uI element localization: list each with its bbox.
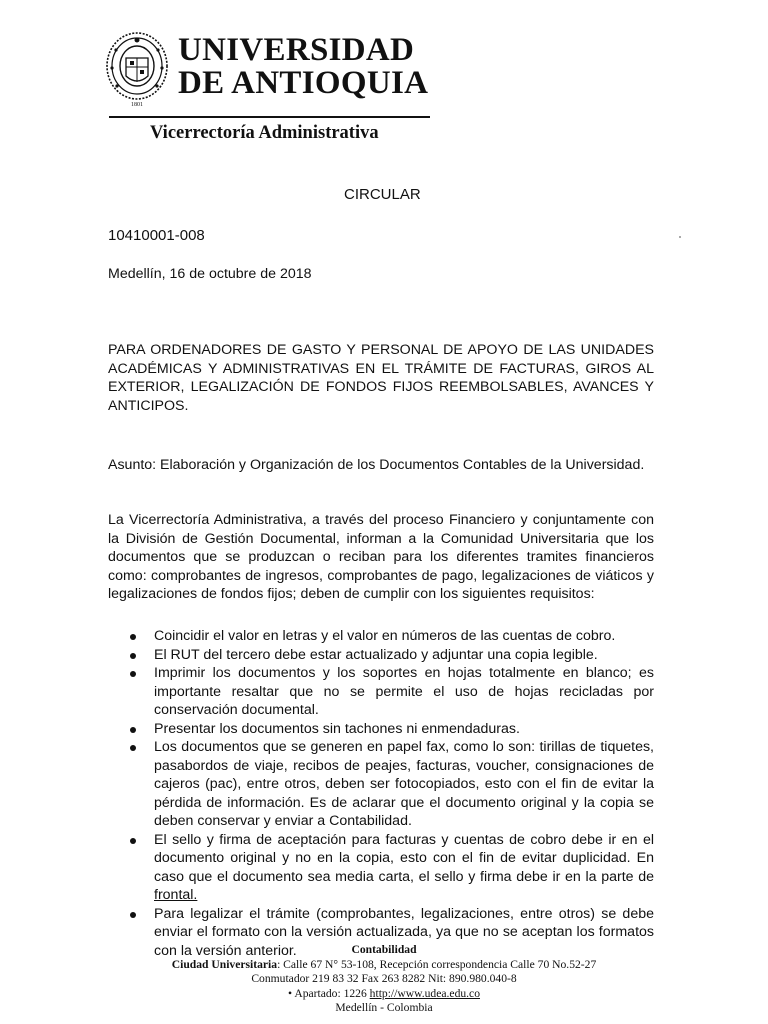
- svg-text:1801: 1801: [131, 102, 143, 108]
- bullet-icon: [130, 838, 136, 844]
- footer-phones: Conmutador 219 83 32 Fax 263 8282 Nit: 890.980.040-8: [251, 972, 517, 985]
- bullet-icon: [130, 653, 136, 659]
- list-item: Para legalizar el trámite (comprobantes, legalizaciones, entre otros) se debe enviar el formato con la versión actualizada, ya que no se aceptan los formatos con la versión anterior.: [108, 905, 654, 961]
- bullet-icon: [130, 745, 136, 751]
- list-item: El RUT del tercero debe estar actualizado y adjuntar una copia legible.: [108, 646, 654, 665]
- footer-apartado: • Apartado: 1226 http://www.udea.edu.co: [288, 986, 480, 1000]
- intro-paragraph: La Vicerrectoría Administrativa, a través del proceso Financiero y conjuntamente con la División de Gestión Documental, informan a la Comunidad Universitaria que los documentos que se produzcan o reciban para los diferentes tramites financieros como: comprobantes de ingresos, comprobantes de pago, legalizaciones de viáticos y legalizaciones de fondos fijos; deben de cumplir con los siguientes requisitos:: [108, 512, 654, 602]
- requirements-list: [108, 627, 654, 960]
- bullet-icon: [130, 671, 136, 677]
- bullet-icon: [130, 634, 136, 640]
- scan-speck: [679, 236, 681, 238]
- letterhead-footer: [100, 943, 668, 1016]
- recipients-paragraph: PARA ORDENADORES DE GASTO Y PERSONAL DE APOYO DE LAS UNIDADES ACADÉMICAS Y ADMINISTRATIVAS EN EL TRÁMITE DE FACTURAS, GIROS AL EXTERIOR, LEGALIZACIÓN DE FONDOS FIJOS REEMBOLSABLES, AVANCES Y ANTICIPOS.: [108, 342, 654, 414]
- subject-line: Asunto: Elaboración y Organización de los Documentos Contables de la Universidad.: [108, 457, 645, 473]
- document-type: CIRCULAR: [344, 186, 421, 203]
- list-item: Los documentos que se generen en papel fax, como lo son: tirillas de tiquetes, pasabordos de viaje, recibos de peajes, facturas, voucher, consignaciones de cajeros (pac), entre otros, deben ser fotocopiados, esto con el fin de evitar la pérdida de información. Es de aclarar que el documento original y la copia se deben conservar y enviar a Contabilidad.: [108, 738, 654, 831]
- document-date: Medellín, 16 de octubre de 2018: [108, 266, 312, 282]
- header-divider: [109, 116, 430, 118]
- circular-number: 10410001-008: [108, 227, 205, 244]
- footer-unit: Contabilidad: [351, 943, 417, 956]
- footer-city: Medellín - Colombia: [335, 1001, 433, 1014]
- university-name: [178, 34, 428, 100]
- list-item: Coincidir el valor en letras y el valor en números de las cuentas de cobro.: [108, 627, 654, 646]
- department-name: Vicerrectoría Administrativa: [150, 123, 379, 143]
- bullet-icon: [130, 912, 136, 918]
- university-name-line1: UNIVERSIDAD: [178, 32, 415, 68]
- underlined-word: frontal.: [154, 887, 198, 903]
- bullet-icon: [130, 727, 136, 733]
- list-item: Imprimir los documentos y los soportes en hojas totalmente en blanco; es importante resaltar que no se permite el uso de hojas recicladas por conservación documental.: [108, 664, 654, 720]
- footer-address: Ciudad Universitaria: Calle 67 N° 53-108, Recepción correspondencia Calle 70 No.52-27: [171, 957, 597, 971]
- website-link[interactable]: http://www.udea.edu.co: [369, 986, 480, 1000]
- university-seal-logo: [104, 30, 170, 108]
- list-item: Presentar los documentos sin tachones ni enmendaduras.: [108, 720, 654, 739]
- university-name-line2: DE ANTIOQUIA: [178, 65, 429, 101]
- list-item: El sello y firma de aceptación para facturas y cuentas de cobro debe ir en el documento original y no en la copia, esto con el fin de evitar duplicidad. En caso que el documento sea media carta, el sello y firma debe ir en la parte de frontal.: [108, 831, 654, 905]
